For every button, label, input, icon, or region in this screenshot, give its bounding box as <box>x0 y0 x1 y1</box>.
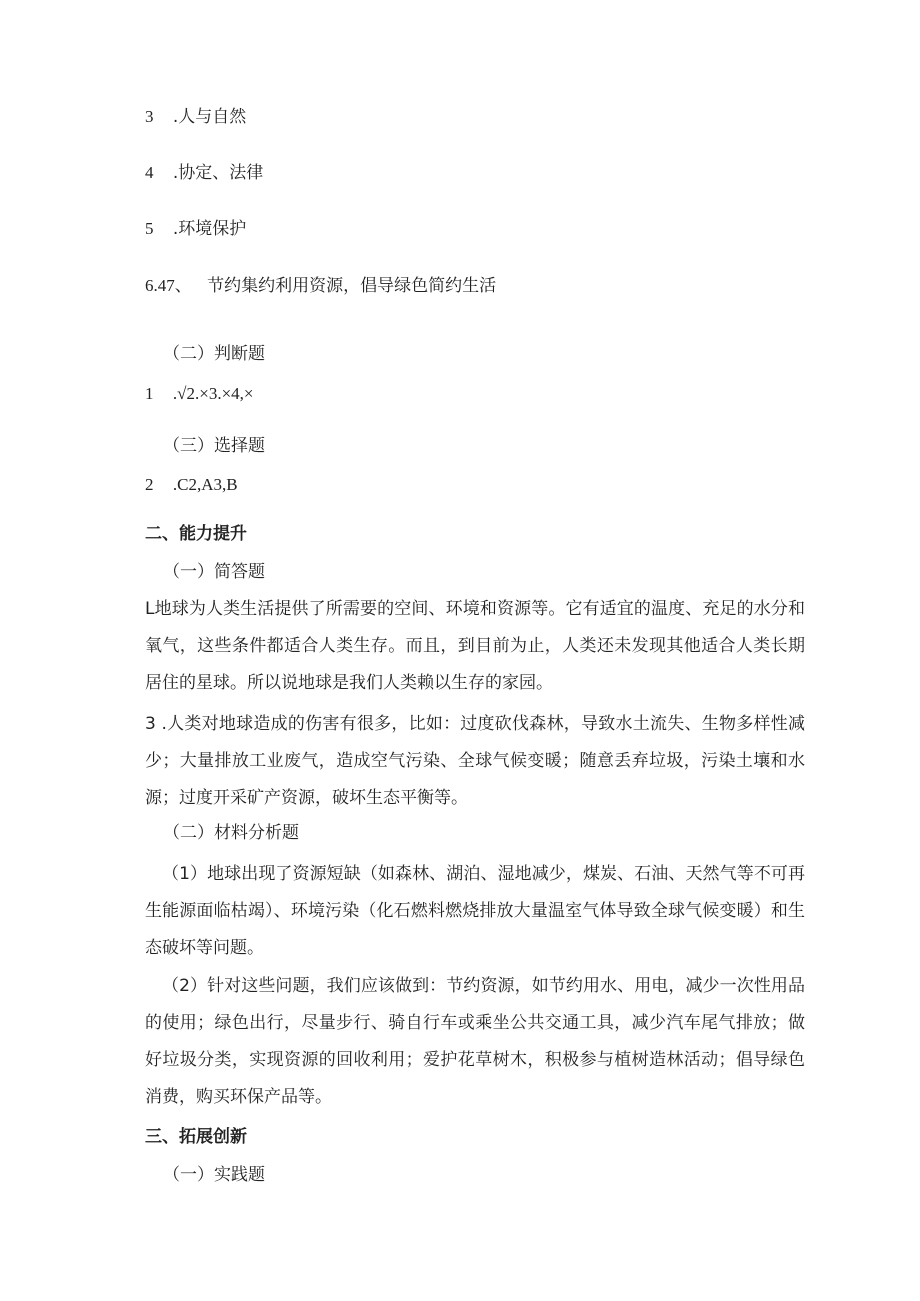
list-item <box>145 216 246 242</box>
list-item <box>145 273 496 299</box>
item-text: .环境保护 <box>172 219 247 239</box>
section-heading: 二、能力提升 <box>145 524 247 544</box>
answer-paragraph: 3 .人类对地球造成的伤害有很多，比如：过度砍伐森林，导致水土流失、生物多样性减少；大量排放工业废气，造成空气污染、全球气候变暖；随意丢弃垃圾，污染土壤和水源；过度开采矿产资源，破坏生态平衡等。 <box>145 714 805 808</box>
item-text: .协定、法律 <box>172 163 264 183</box>
section-heading: 三、拓展创新 <box>145 1127 247 1147</box>
answer-paragraph: （1）地球出现了资源短缺（如森林、湖泊、湿地减少，煤炭、石油、天然气等不可再生能源面临枯竭）、环境污染（化石燃料燃烧排放大量温室气体导致全球气候变暖）和生态破坏等问题。 <box>145 864 805 958</box>
item-number: 3 <box>145 107 154 126</box>
answer-paragraph: L地球为人类生活提供了所需要的空间、环境和资源等。它有适宜的温度、充足的水分和氧气，这些条件都适合人类生存。而且，到目前为止，人类还未发现其他适合人类长期居住的星球。所以说地球是我们人类赖以生存的家园。 <box>145 599 805 693</box>
item-number: 5 <box>145 219 154 238</box>
item-number: 6.47、 <box>145 276 192 295</box>
item-number: 4 <box>145 163 154 182</box>
subsection-heading: （二）材料分析题 <box>163 823 299 843</box>
item-number: 2 <box>145 475 154 494</box>
subsection-heading: （一）实践题 <box>163 1165 265 1185</box>
judge-heading: （二）判断题 <box>163 344 265 364</box>
list-item <box>145 160 263 186</box>
judge-answer <box>145 381 254 407</box>
choice-answer <box>145 472 238 498</box>
list-item <box>145 104 246 130</box>
item-text: .人与自然 <box>172 107 247 127</box>
item-text: 节约集约利用资源，倡导绿色简约生活 <box>207 276 497 296</box>
answer-text: .C2,A3,B <box>172 475 238 494</box>
answer-text: .√2.×3.×4,× <box>172 384 254 403</box>
item-number: 1 <box>145 384 154 403</box>
answer-paragraph: （2）针对这些问题，我们应该做到：节约资源，如节约用水、用电，减少一次性用品的使用；绿色出行，尽量步行、骑自行车或乘坐公共交通工具，减少汽车尾气排放；做好垃圾分类，实现资源的回收利用；爱护花草树木，积极参与植树造林活动；倡导绿色消费，购买环保产品等。 <box>145 976 805 1107</box>
choice-heading: （三）选择题 <box>163 436 265 456</box>
subsection-heading: （一）简答题 <box>163 562 265 582</box>
